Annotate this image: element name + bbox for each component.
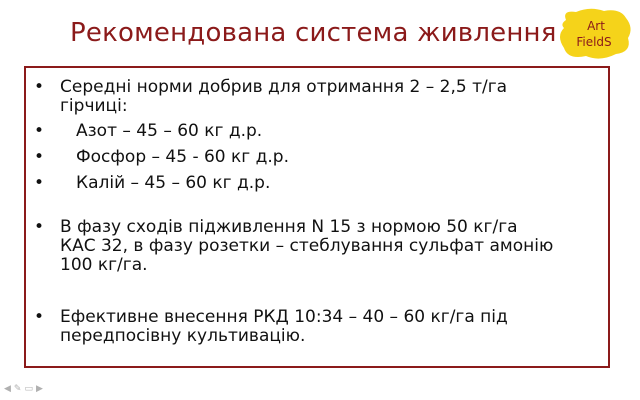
bullet-text: Калій – 45 – 60 кг д.р. [76, 173, 271, 193]
arrow-right-icon[interactable]: ▶ [35, 384, 46, 394]
bullet-text: Середні норми добрив для отримання 2 – 2,5 т/га гірчиці: [60, 77, 508, 116]
bullet-marker: • [34, 121, 45, 141]
content-box [24, 66, 610, 368]
arrow-left-icon[interactable]: ◀ [4, 384, 14, 394]
pen-icon[interactable]: ✎ [13, 384, 25, 394]
bullet-marker: • [34, 217, 45, 237]
logo-text-line1: Art [587, 19, 605, 33]
bullet-marker: • [34, 147, 45, 167]
logo-blob [560, 9, 631, 59]
artfields-logo [556, 6, 634, 62]
bullet-text: Ефективне внесення РКД 10:34 – 40 – 60 кг/га під передпосівну культивацію. [60, 307, 508, 346]
bullet-text: В фазу сходів підживлення N 15 з нормою 50 кг/га КАС 32, в фазу розетки – стеблування сульфат амонію 100 кг/га. [60, 217, 554, 275]
bullet-marker: • [34, 307, 45, 327]
logo-text-line2: FieldS [576, 35, 612, 49]
bullet-marker: • [34, 77, 45, 97]
bullet-text: Фосфор – 45 - 60 кг д.р. [76, 147, 289, 167]
slide-nav-controls [4, 384, 46, 394]
screen-icon[interactable]: ▭ [24, 384, 36, 394]
bullet-text: Азот – 45 – 60 кг д.р. [76, 121, 263, 141]
slide-title: Рекомендована система живлення [70, 18, 557, 48]
bullet-marker: • [34, 173, 45, 193]
